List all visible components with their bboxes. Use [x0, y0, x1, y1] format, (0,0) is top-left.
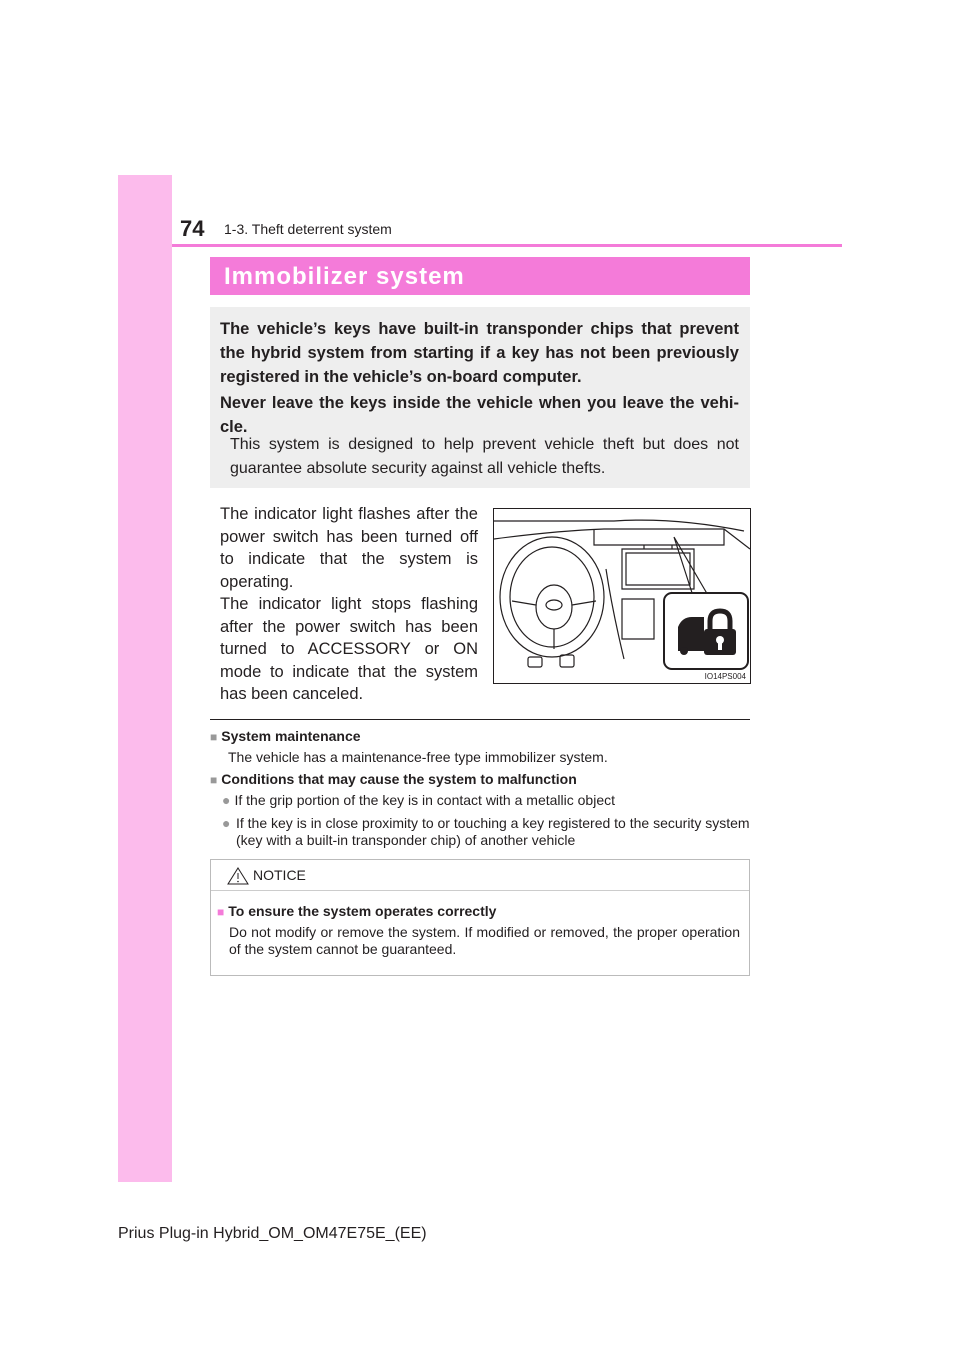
bullet-dot-icon: ●	[222, 815, 231, 831]
warning-triangle-icon	[227, 867, 249, 885]
bullet-item-text: If the key is in close proximity to or touching a key registered to the security system (key with a built-in transponder chip) of another vehicle	[236, 815, 750, 848]
square-bullet-icon: ■	[210, 730, 218, 744]
separator-rule	[210, 719, 750, 720]
bullet-item-1	[222, 792, 750, 809]
square-bullet-icon: ■	[210, 773, 218, 787]
intro-bold-text-1: The vehicle’s keys have built-in transponder chips that prevent the hybrid system from starting if a key has not been previously registered in the vehicle’s on-board computer.	[220, 320, 739, 386]
side-tab	[118, 175, 172, 1182]
dashboard-illustration	[493, 508, 751, 684]
note-text-maintenance: The vehicle has a maintenance-free type immobilizer system.	[228, 749, 608, 765]
notice-subheading-text: To ensure the system operates correctly	[228, 903, 497, 919]
notice-text: Do not modify or remove the system. If modified or removed, the proper operation of the system cannot be guaranteed.	[229, 924, 740, 957]
car-lock-indicator-icon	[674, 607, 740, 659]
note-heading-malfunction	[210, 771, 577, 787]
chapter-title: 1-3. Theft deterrent system	[224, 221, 392, 237]
bullet-dot-icon: ●	[222, 792, 231, 808]
intro-bold-text-2: Never leave the keys inside the vehicle when you leave the vehi-cle.	[220, 394, 739, 436]
notice-box	[210, 859, 750, 976]
body-paragraph-2: The indicator light stops flashing after the power switch has been turned to ACCESSORY or ON mode to indicate that the system has been canceled.	[220, 595, 478, 703]
page-number: 74	[180, 216, 205, 241]
note-heading-maintenance	[210, 728, 361, 744]
section-title-bar	[210, 257, 750, 295]
note-heading-maintenance-text: System maintenance	[221, 728, 361, 744]
square-bullet-icon: ■	[217, 905, 225, 919]
notice-header	[211, 860, 749, 891]
illustration-code: IO14PS004	[704, 672, 746, 681]
note-heading-malfunction-text: Conditions that may cause the system to malfunction	[221, 771, 577, 787]
notice-subheading	[217, 903, 496, 919]
section-title: Immobilizer system	[224, 263, 465, 290]
footer-doc-id: Prius Plug-in Hybrid_OM_OM47E75E_(EE)	[118, 1225, 427, 1242]
body-paragraph-1: The indicator light flashes after the power switch has been turned off to indicate that the system is operating.	[220, 505, 478, 591]
intro-box	[210, 307, 750, 488]
bullet-item-2	[222, 815, 750, 849]
intro-normal-text: This system is designed to help prevent vehicle theft but does not guarantee absolute security against all vehicle thefts.	[230, 436, 739, 477]
notice-label: NOTICE	[253, 867, 306, 883]
header-rule	[172, 244, 842, 247]
bullet-item-text: If the grip portion of the key is in contact with a metallic object	[234, 792, 615, 808]
